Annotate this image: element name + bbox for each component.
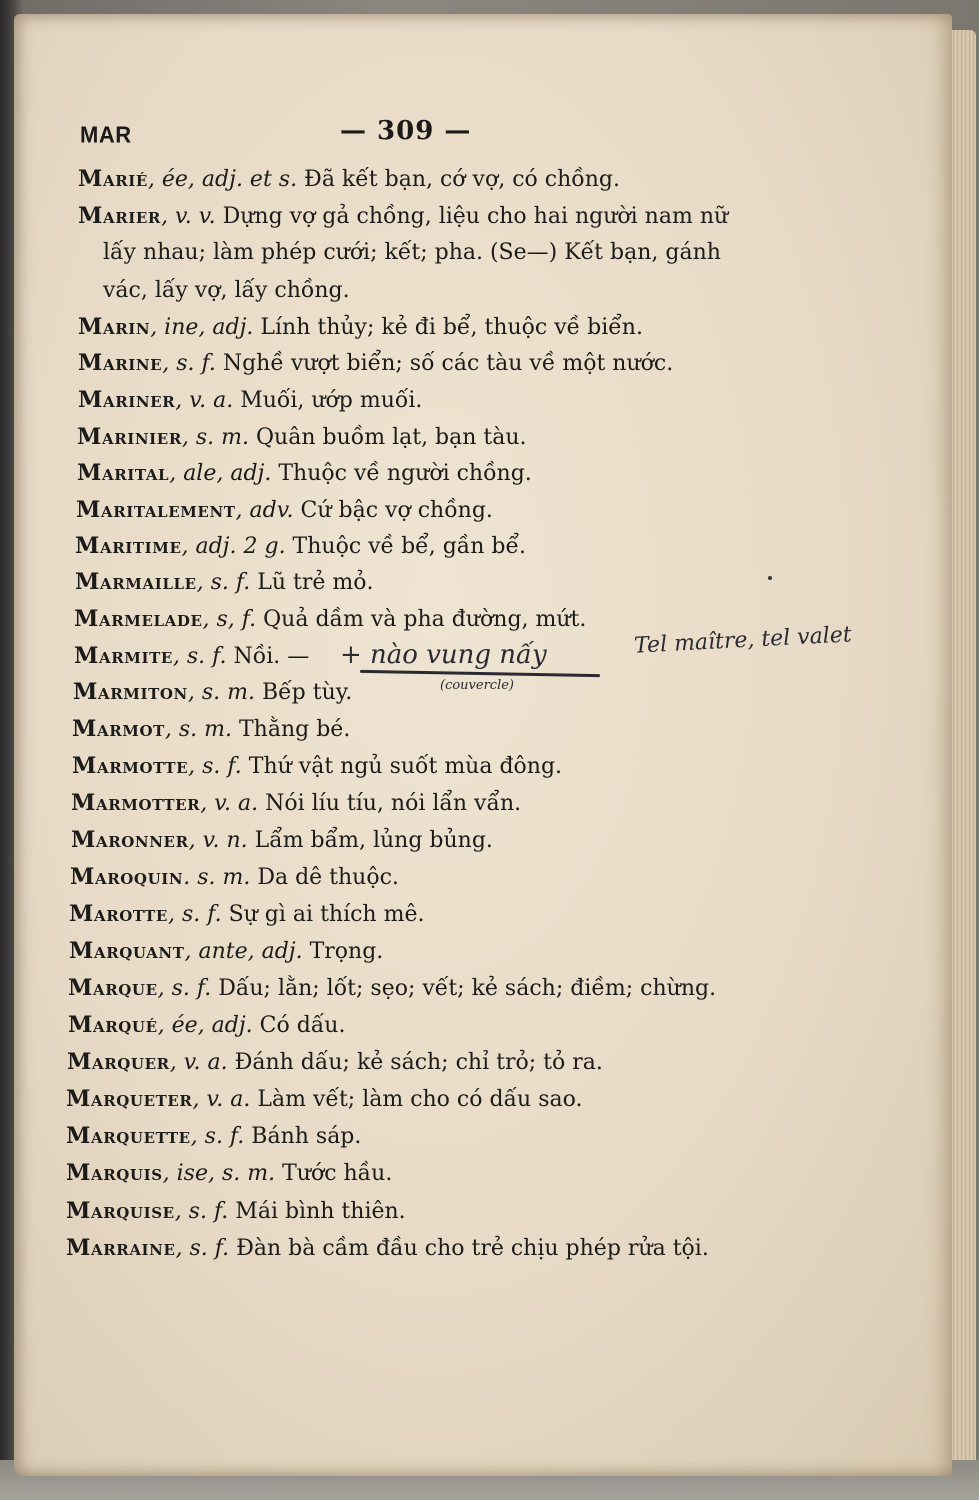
dictionary-entry bbox=[75, 533, 526, 559]
entry-definition: Đánh dấu; kẻ sách; chỉ trỏ; tỏ ra. bbox=[227, 1050, 603, 1075]
entry-headword: Marmelade bbox=[74, 606, 203, 632]
entry-headword: Marmite bbox=[74, 643, 173, 669]
entry-grammar: , s. f. bbox=[188, 754, 242, 779]
dictionary-entry bbox=[67, 1049, 603, 1075]
entry-definition: Trọng. bbox=[302, 939, 384, 964]
dictionary-entry bbox=[72, 716, 350, 742]
entry-definition: Dựng vợ gả chồng, liệu cho hai người nam nữ bbox=[215, 204, 729, 229]
dictionary-entry bbox=[66, 1160, 392, 1186]
entry-grammar: , s. f. bbox=[196, 570, 251, 595]
entry-definition: Nghề vượt biển; số các tàu về một nước. bbox=[215, 351, 674, 376]
entry-definition: Thuộc về người chồng. bbox=[271, 461, 532, 486]
entry-definition: Đàn bà cầm đầu cho trẻ chịu phép rửa tội. bbox=[229, 1236, 709, 1261]
entry-grammar: , ale, adj. bbox=[169, 461, 272, 486]
entry-definition: Đã kết bạn, cớ vợ, có chồng. bbox=[297, 167, 620, 192]
entry-definition: Bếp tùy. bbox=[254, 680, 353, 705]
entry-headword: Marquise bbox=[66, 1198, 175, 1224]
entry-headword: Marmaille bbox=[75, 569, 197, 595]
entry-grammar: , v. a. bbox=[200, 791, 259, 816]
entry-grammar: , adv. bbox=[235, 498, 294, 523]
entry-headword: Marquette bbox=[66, 1123, 191, 1149]
entry-grammar: , ée, adj. et s. bbox=[147, 167, 298, 192]
entry-headword: Marié bbox=[78, 166, 148, 192]
dictionary-entry bbox=[78, 350, 673, 376]
dictionary-entry bbox=[77, 460, 532, 486]
dictionary-entry bbox=[78, 166, 620, 192]
entry-headword: Marital bbox=[77, 460, 170, 486]
entry-headword: Marque bbox=[68, 975, 158, 1001]
entry-definition: Quân buồm lạt, bạn tàu. bbox=[249, 425, 527, 450]
entry-grammar: , s. m. bbox=[181, 425, 250, 450]
entry-grammar: , v. n. bbox=[188, 828, 248, 853]
entry-headword: Marine bbox=[78, 350, 163, 376]
entry-grammar: , ine, adj. bbox=[150, 315, 254, 340]
entry-definition: Lính thủy; kẻ đi bể, thuộc về biển. bbox=[253, 315, 643, 340]
entry-headword: Mariner bbox=[78, 387, 176, 413]
entry-headword: Marmotter bbox=[71, 790, 201, 816]
entry-definition: Da dê thuộc. bbox=[250, 865, 399, 890]
dictionary-entry bbox=[70, 864, 399, 890]
entry-definition: Làm vết; làm cho có dấu sao. bbox=[250, 1087, 583, 1112]
entry-definition: Nói líu tíu, nói lẩn vẩn. bbox=[258, 791, 522, 816]
entry-headword: Marinier bbox=[77, 424, 182, 450]
entry-headword: Marotte bbox=[69, 901, 168, 927]
dictionary-entry bbox=[75, 569, 374, 595]
dictionary-entry bbox=[72, 753, 562, 779]
entry-grammar: , ée, adj. bbox=[157, 1013, 253, 1038]
dictionary-entry bbox=[77, 424, 527, 450]
entry-grammar: , s. m. bbox=[187, 680, 255, 705]
entry-headword: Marin bbox=[78, 314, 151, 340]
entry-grammar: , ante, adj. bbox=[184, 939, 303, 964]
entry-grammar: , s. f. bbox=[175, 1236, 230, 1261]
entry-headword: Marquant bbox=[69, 938, 185, 964]
entry-definition: Lũ trẻ mỏ. bbox=[250, 570, 374, 595]
running-head: MAR bbox=[80, 121, 132, 148]
entry-definition: Mái bình thiên. bbox=[228, 1199, 406, 1224]
entry-grammar: , s, f. bbox=[202, 607, 257, 632]
dictionary-entry bbox=[73, 679, 352, 705]
entry-grammar: , v. v. bbox=[160, 204, 216, 229]
entry-headword: Maronner bbox=[71, 827, 189, 853]
entry-definition: Dấu; lằn; lốt; sẹo; vết; kẻ sách; điềm; chừng. bbox=[211, 976, 717, 1001]
entry-headword: Maritalement bbox=[76, 497, 236, 523]
dictionary-entry bbox=[78, 387, 422, 413]
handwritten-inline-subnote: (couvercle) bbox=[440, 678, 515, 693]
ink-spot bbox=[768, 576, 772, 580]
entry-headword: Marier bbox=[78, 203, 161, 229]
entry-headword: Marmotte bbox=[72, 753, 189, 779]
entry-grammar: , s. f. bbox=[174, 1199, 229, 1224]
page-header bbox=[80, 116, 740, 150]
entry-grammar: , s. f. bbox=[190, 1124, 245, 1149]
entry-headword: Maritime bbox=[75, 533, 182, 559]
entry-definition: Tước hầu. bbox=[275, 1161, 393, 1186]
entry-definition: Thằng bé. bbox=[232, 717, 351, 742]
entry-headword: Marqué bbox=[68, 1012, 158, 1038]
entry-headword: Marquis bbox=[66, 1160, 163, 1186]
dictionary-entry bbox=[71, 790, 521, 816]
entry-continuation: vác, lấy vợ, lấy chồng. bbox=[103, 278, 350, 303]
page-number: — 309 — bbox=[340, 116, 472, 146]
entry-definition: Thuộc về bể, gần bể. bbox=[285, 534, 527, 559]
entry-definition: Muối, ướp muối. bbox=[233, 388, 423, 413]
entry-headword: Marmot bbox=[72, 716, 165, 742]
dictionary-entry bbox=[76, 497, 493, 523]
handwritten-margin-note: Tel maître, tel valet bbox=[633, 622, 853, 659]
dictionary-entry bbox=[74, 643, 309, 669]
handwritten-inline-note: + nào vung nấy bbox=[340, 640, 547, 670]
dictionary-entry bbox=[68, 1012, 345, 1038]
dictionary-entry bbox=[66, 1198, 406, 1224]
entry-definition: Bánh sáp. bbox=[244, 1124, 362, 1149]
dictionary-entry bbox=[66, 1123, 361, 1149]
entry-grammar: , ise, s. m. bbox=[162, 1161, 276, 1186]
entry-headword: Marqueter bbox=[66, 1086, 193, 1112]
entry-grammar: , v. a. bbox=[192, 1087, 251, 1112]
entry-headword: Marmiton bbox=[73, 679, 188, 705]
dictionary-entry bbox=[66, 1235, 709, 1261]
entry-grammar: , s. f. bbox=[162, 351, 216, 376]
entry-headword: Marquer bbox=[67, 1049, 170, 1075]
dictionary-entry bbox=[69, 901, 424, 927]
entry-definition: Thứ vật ngủ suốt mùa đông. bbox=[241, 754, 563, 779]
dictionary-entry bbox=[78, 203, 728, 229]
entry-definition: Có dấu. bbox=[252, 1013, 346, 1038]
entry-headword: Maroquin bbox=[70, 864, 184, 890]
entry-headword: Marraine bbox=[66, 1235, 176, 1261]
dictionary-entry bbox=[71, 827, 493, 853]
entry-grammar: , s. f. bbox=[167, 902, 222, 927]
entry-definition: Sự gì ai thích mê. bbox=[221, 902, 425, 927]
entry-grammar: , v. a. bbox=[169, 1050, 228, 1075]
dictionary-entry bbox=[66, 1086, 582, 1112]
entry-continuation: lấy nhau; làm phép cưới; kết; pha. (Se—) Kết bạn, gánh bbox=[103, 240, 721, 265]
dictionary-entry bbox=[69, 938, 383, 964]
entry-definition: Quả dầm và pha đường, mứt. bbox=[256, 607, 587, 632]
entry-grammar: , s. f. bbox=[157, 976, 212, 1001]
entry-grammar: , adj. 2 g. bbox=[181, 534, 286, 559]
dictionary-entry bbox=[74, 606, 586, 632]
dictionary-entry bbox=[78, 314, 643, 340]
entry-definition: Cứ bậc vợ chồng. bbox=[293, 498, 493, 523]
entry-grammar: . s. m. bbox=[183, 865, 251, 890]
entry-grammar: , s. m. bbox=[164, 717, 233, 742]
dictionary-entry bbox=[68, 975, 716, 1001]
entry-definition: Nồi. — bbox=[226, 644, 310, 669]
entry-grammar: , s. f. bbox=[172, 644, 227, 669]
entry-definition: Lẩm bẩm, lủng bủng. bbox=[247, 828, 493, 853]
entry-grammar: , v. a. bbox=[175, 388, 234, 413]
